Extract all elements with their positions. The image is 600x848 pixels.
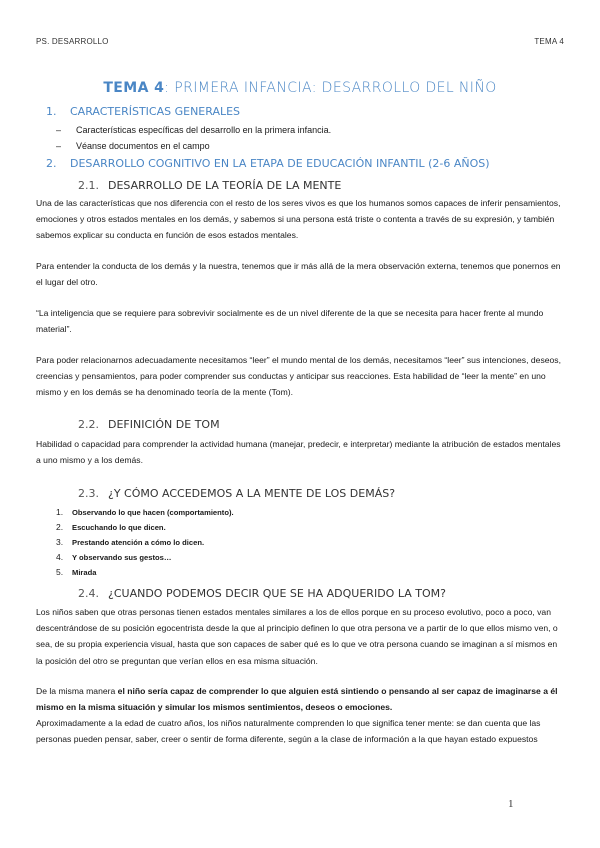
page-number: 1: [508, 798, 514, 810]
section-1-heading: [46, 105, 240, 118]
section-number: 2.: [46, 157, 57, 170]
list-item: – Véanse documentos en el campo: [56, 141, 210, 151]
subsection-2-4-heading: [78, 587, 446, 600]
running-header-left: PS. DESARROLLO: [36, 37, 109, 46]
list-item: [56, 520, 234, 535]
running-header-right: TEMA 4: [534, 37, 564, 46]
subsection-title: DEFINICIÓN DE TOM: [108, 418, 220, 431]
paragraph-plain: De la misma manera: [36, 686, 118, 696]
list-number: 2.: [56, 522, 64, 532]
subsection-2-3-heading: [78, 487, 395, 500]
list-number: 5.: [56, 567, 64, 577]
numbered-list: [56, 505, 234, 580]
subsection-number: 2.1.: [78, 179, 99, 192]
paragraph: Para entender la conducta de los demás y la nuestra, tenemos que ir más allá de la mera observación externa, tenemos que ponernos en el lugar del otro.: [36, 261, 561, 288]
paragraph: Habilidad o capacidad para comprender la actividad humana (manejar, predecir, e interpretar) mediante la atribución de estados mentales a uno mismo y a los demás.: [36, 439, 561, 466]
paragraph-bold: el niño sería capaz de comprender lo que alguien está sintiendo o pensando al ser capaz de imaginarse a él mismo en la misma situación y simular los mismos sentimientos, deseos o emociones.: [36, 686, 558, 713]
list-item: [56, 565, 234, 580]
list-item-text: Mirada: [72, 568, 97, 577]
quote-paragraph: “La inteligencia que se requiere para sobrevivir socialmente es de un nivel diferente de la que se necesita para hacer frente al mundo material”.: [36, 308, 544, 335]
list-item: [56, 550, 234, 565]
section-title: CARACTERÍSTICAS GENERALES: [70, 105, 241, 118]
subsection-title: ¿Y CÓMO ACCEDEMOS A LA MENTE DE LOS DEMÁS?: [108, 487, 396, 500]
paragraph: Para poder relacionarnos adecuadamente necesitamos “leer” el mundo mental de los demás, necesitamos “leer” sus intenciones, deseos, creencias y pensamientos, para poder comprender sus conductas y anticipar sus reacciones. Esta habilidad de “leer la mente” en uno mismo y en los demás se ha denominado teoría de la mente (Tom).: [36, 355, 561, 398]
list-item: [56, 505, 234, 520]
section-1-bullets: [56, 122, 331, 154]
list-number: 3.: [56, 537, 64, 547]
subsection-2-1-heading: [78, 179, 341, 192]
subsection-number: 2.4.: [78, 587, 99, 600]
emphasis-paragraph: [36, 683, 564, 715]
subsection-title: ¿CUANDO PODEMOS DECIR QUE SE HA ADQUERIDO LA TOM?: [108, 587, 446, 600]
section-2-heading: [46, 157, 490, 170]
list-item-text: Observando lo que hacen (comportamiento).: [72, 508, 234, 517]
page-title: [0, 80, 600, 96]
list-item-text: Y observando sus gestos…: [72, 553, 172, 562]
section-number: 1.: [46, 105, 57, 118]
list-item-text: Características específicas del desarrollo en la primera infancia.: [76, 125, 332, 135]
paragraph: Aproximadamente a la edad de cuatro años, los niños naturalmente comprenden lo que significa tener mente: se dan cuenta que las personas pueden pensar, saber, creer o sentir de forma diferente, según a la clase de información a la que hayan estado expuestos: [36, 718, 541, 745]
subsection-title: DESARROLLO DE LA TEORÍA DE LA MENTE: [108, 179, 342, 192]
title-bold: TEMA 4: [103, 80, 165, 96]
list-item-text: Prestando atención a cómo lo dicen.: [72, 538, 205, 547]
list-item-text: Escuchando lo que dicen.: [72, 523, 166, 532]
list-number: 4.: [56, 552, 64, 562]
list-number: 1.: [56, 507, 64, 517]
list-item: – Características específicas del desarrollo en la primera infancia.: [56, 125, 332, 135]
title-rest: : PRIMERA INFANCIA: DESARROLLO DEL NIÑO: [164, 80, 497, 96]
subsection-number: 2.2.: [78, 418, 99, 431]
subsection-2-2-heading: [78, 418, 220, 431]
list-item-text: Véanse documentos en el campo: [76, 141, 210, 151]
subsection-number: 2.3.: [78, 487, 99, 500]
paragraph: Una de las características que nos diferencia con el resto de los seres vivos es que los humanos somos capaces de inferir pensamientos, emociones y otros estados mentales en los demás, y sabemos si una persona está triste o contenta a través de su expresión, y también sabemos explicar su conducta en función de esos estados mentales.: [36, 198, 561, 241]
section-title: DESARROLLO COGNITIVO EN LA ETAPA DE EDUCACIÓN INFANTIL (2-6 AÑOS): [70, 157, 490, 170]
paragraph: Los niños saben que otras personas tienen estados mentales similares a los de ellos porque en su proceso evolutivo, poco a poco, van descentrándose de su posición egocentrista desde la que al principio definen lo que otra persona ve a partir de lo que ellos mismo ven, o sea, de su propia experiencia visual, hasta que son capaces de saber qué es lo que ve otra persona cuando se imaginan a sí mismos en la posición del otro se preguntan que verían ellos en esa misma situación.: [36, 607, 558, 666]
list-item: [56, 535, 234, 550]
